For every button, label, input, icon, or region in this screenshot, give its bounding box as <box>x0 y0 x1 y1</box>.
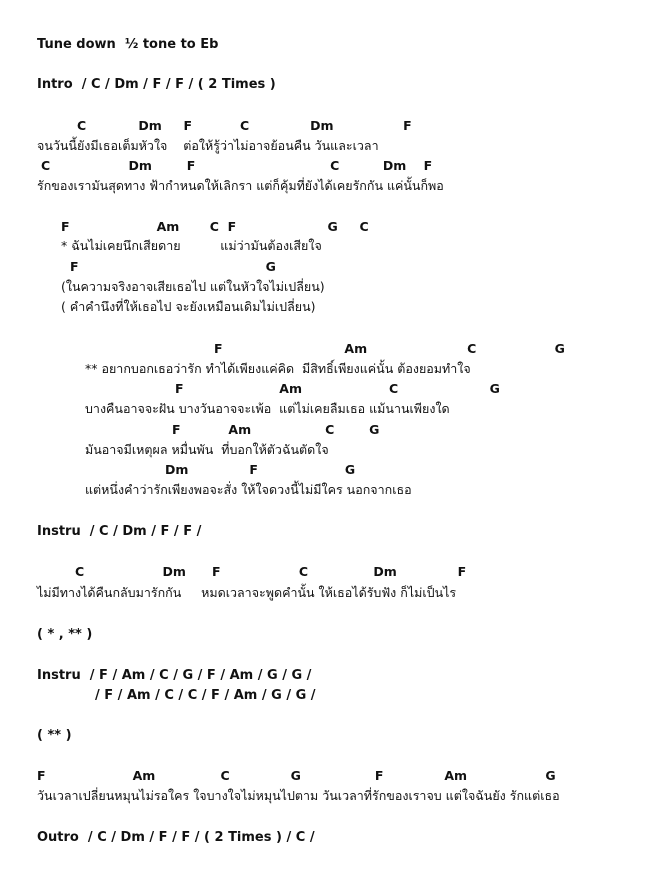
verse1-chords-2: C Dm F C Dm F <box>41 158 433 173</box>
chorus-chords-3: F Am C G <box>172 422 380 437</box>
prechorus-chords-2: F G <box>70 259 276 274</box>
prechorus-lyrics-2: (ในความจริงอาจเสียเธอไป แต่ในหัวใจไม่เปลี่ยน) <box>61 279 325 294</box>
ending-lyrics: วันเวลาเปลี่ยนหมุนไม่รอใคร ใจบางใจไม่หมุนไปตาม วันเวลาที่รักของเราจบ แต่ใจฉันยัง รักแต่เธอ <box>37 788 560 803</box>
prechorus-lyrics-1: * ฉันไม่เคยนึกเสียดาย แม่ว่ามันต้องเสียใจ <box>61 238 322 253</box>
repeat-line-1: ( * , ** ) <box>37 627 93 642</box>
repeat-line-2: ( ** ) <box>37 728 72 743</box>
chorus-lyrics-3: มันอาจมีเหตุผล หมื่นพัน ที่บอกให้ตัวฉันตัดใจ <box>85 442 329 457</box>
verse2-chords-1: C Dm F C Dm F <box>75 564 467 579</box>
chorus-chords-2: F Am C G <box>175 381 500 396</box>
intro-line: Intro / C / Dm / F / F / ( 2 Times ) <box>37 77 276 92</box>
tuning-line: Tune down ½ tone to Eb <box>37 37 219 52</box>
instru-line-3: / F / Am / C / C / F / Am / G / G / <box>95 688 316 703</box>
chorus-lyrics-4: แต่หนึ่งคำว่ารักเพียงพอจะสั่ง ให้ใจดวงนี้ไม่มีใคร นอกจากเธอ <box>85 482 412 497</box>
chorus-lyrics-1: ** อยากบอกเธอว่ารัก ทำได้เพียงแค่คิด มีสิทธิ์เพียงแค่นั้น ต้องยอมทำใจ <box>85 361 471 376</box>
chorus-lyrics-2: บางคืนอาจจะฝัน บางวันอาจจะเพ้อ แต่ไม่เคยลืมเธอ แม้นานเพียงใด <box>85 401 450 416</box>
prechorus-chords-1: F Am C F G C <box>61 219 369 234</box>
verse1-lyrics-2: รักของเรามันสุดทาง ฟ้ากำหนดให้เลิกรา แต่ก็คุ้มที่ยังได้เคยรักกัน แค่นั้นก็พอ <box>37 178 444 193</box>
instru-line-1: Instru / C / Dm / F / F / <box>37 524 202 539</box>
verse2-lyrics-1: ไม่มีทางได้คืนกลับมารักกัน หมดเวลาจะพูดคำนั้น ให้เธอได้รับฟัง ก็ไม่เป็นไร <box>37 585 457 600</box>
ending-chords: F Am C G F Am G <box>37 768 556 783</box>
chorus-chords-1: F Am C G <box>214 341 565 356</box>
prechorus-lyrics-3: ( คำคำนึงที่ให้เธอไป จะยังเหมือนเดิมไม่เปลี่ยน) <box>61 299 316 314</box>
outro-line: Outro / C / Dm / F / F / ( 2 Times ) / C / <box>37 830 315 845</box>
verse1-lyrics-1: จนวันนี้ยังมีเธอเต็มหัวใจ ต่อให้รู้ว่าไม่อาจย้อนคืน วันและเวลา <box>37 138 379 153</box>
verse1-chords-1: C Dm F C Dm F <box>77 118 412 133</box>
instru-line-2: Instru / F / Am / C / G / F / Am / G / G / <box>37 668 312 683</box>
chorus-chords-4: Dm F G <box>165 462 356 477</box>
